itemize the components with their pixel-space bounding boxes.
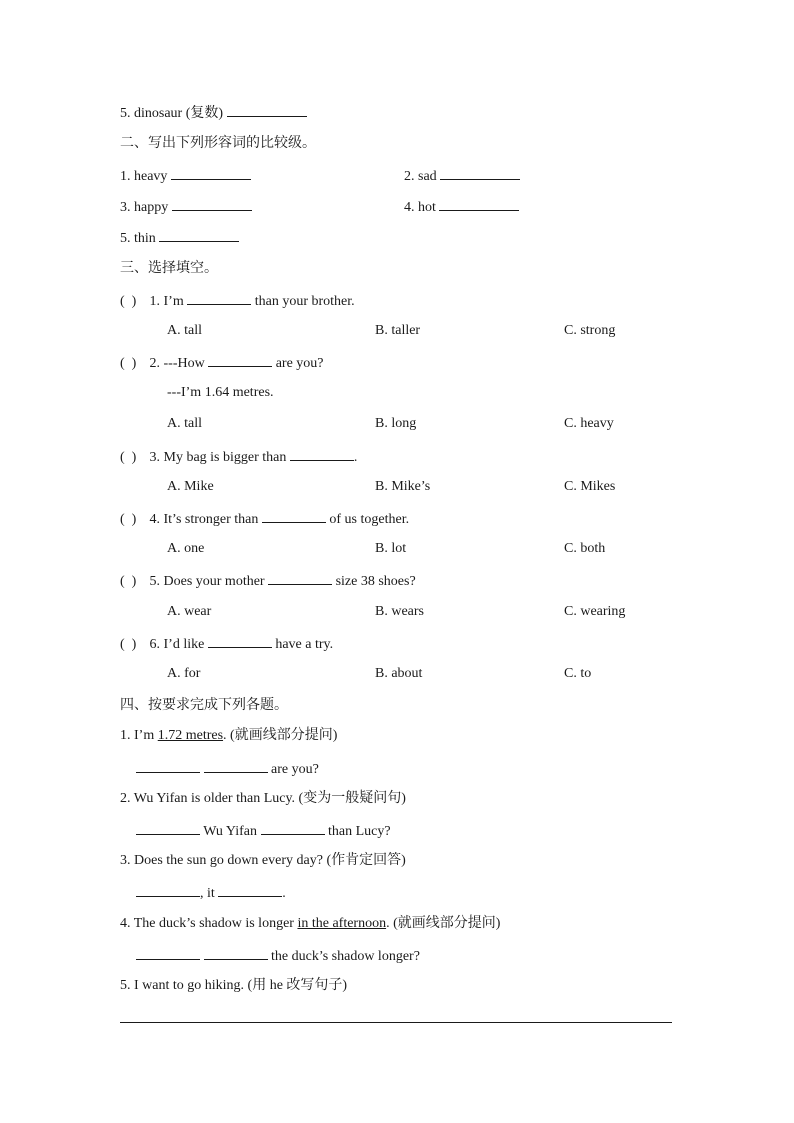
- answer-paren[interactable]: ( ): [120, 294, 137, 309]
- part2-item-4: [404, 197, 519, 217]
- question-text: . (就画线部分提问): [386, 916, 501, 931]
- choice-question-6: [120, 634, 333, 654]
- question-text: size 38 shoes?: [335, 574, 416, 589]
- question-text: 5. dinosaur (复数): [120, 106, 224, 121]
- answer-blank[interactable]: [208, 634, 272, 648]
- question-text: 2. ---How: [149, 356, 205, 371]
- question-text: 4. It’s stronger than: [149, 512, 259, 527]
- part2-item-2: [404, 166, 520, 186]
- rewrite-question-4: [120, 915, 500, 933]
- question-text: of us together.: [329, 512, 410, 527]
- option-a[interactable]: A. wear: [167, 604, 212, 619]
- question-text: .: [353, 450, 358, 465]
- part1-question-5: [120, 103, 307, 123]
- answer-blank[interactable]: [204, 946, 268, 960]
- question-text: 1. I’m: [149, 294, 184, 309]
- rewrite-answer-4: [136, 946, 420, 966]
- part2-item-1: [120, 166, 251, 186]
- part2-item-3: [120, 197, 252, 217]
- answer-blank[interactable]: [261, 821, 325, 835]
- answer-text: than Lucy?: [328, 824, 391, 839]
- rewrite-answer-2: [136, 821, 391, 841]
- question-text: than your brother.: [254, 294, 355, 309]
- answer-blank[interactable]: [204, 759, 268, 773]
- option-c[interactable]: C. to: [564, 666, 592, 681]
- choice-question-2: [120, 353, 324, 373]
- answer-paren[interactable]: ( ): [120, 450, 137, 465]
- answer-blank[interactable]: [171, 166, 251, 180]
- answer-blank[interactable]: [136, 821, 200, 835]
- answer-blank[interactable]: [136, 883, 200, 897]
- rewrite-question-2: 2. Wu Yifan is older than Lucy. (变为一般疑问句): [120, 791, 406, 806]
- choice-question-3: [120, 447, 357, 467]
- question-text: . (就画线部分提问): [223, 728, 338, 743]
- section-heading-3: 三、选择填空。: [120, 260, 218, 276]
- answer-paren[interactable]: ( ): [120, 637, 137, 652]
- item-text: 4. hot: [404, 200, 436, 215]
- option-a[interactable]: A. tall: [167, 323, 202, 338]
- answer-blank[interactable]: [268, 571, 332, 585]
- option-a[interactable]: A. tall: [167, 416, 202, 431]
- question-text: have a try.: [275, 637, 334, 652]
- part2-item-5: [120, 228, 239, 248]
- option-b[interactable]: B. about: [375, 666, 423, 681]
- answer-text: the duck’s shadow longer?: [271, 949, 420, 964]
- option-b[interactable]: B. wears: [375, 604, 424, 619]
- rewrite-question-5: 5. I want to go hiking. (用 he 改写句子): [120, 978, 348, 993]
- option-b[interactable]: B. long: [375, 416, 417, 431]
- option-c[interactable]: C. Mikes: [564, 479, 616, 494]
- answer-blank[interactable]: [227, 103, 307, 117]
- answer-blank[interactable]: [439, 197, 519, 211]
- question-text: are you?: [275, 356, 324, 371]
- item-text: 5. thin: [120, 231, 156, 246]
- underlined-text: in the afternoon: [297, 916, 387, 931]
- option-b[interactable]: B. lot: [375, 541, 407, 556]
- question-text: 1. I’m: [120, 728, 155, 743]
- option-a[interactable]: A. for: [167, 666, 201, 681]
- option-c[interactable]: C. both: [564, 541, 606, 556]
- question-text: 3. My bag is bigger than: [149, 450, 287, 465]
- rewrite-answer-1: [136, 759, 319, 779]
- answer-text: , it: [200, 886, 215, 901]
- choice-question-4: [120, 509, 409, 529]
- question-text: 6. I’d like: [149, 637, 205, 652]
- answer-blank[interactable]: [440, 166, 520, 180]
- answer-line[interactable]: [120, 1022, 672, 1023]
- rewrite-question-1: [120, 727, 337, 745]
- answer-blank[interactable]: [159, 228, 239, 242]
- choice-question-5: [120, 571, 416, 591]
- item-text: 1. heavy: [120, 169, 168, 184]
- answer-text: Wu Yifan: [203, 824, 257, 839]
- question-text: 4. The duck’s shadow is longer: [120, 916, 294, 931]
- item-text: 3. happy: [120, 200, 169, 215]
- option-c[interactable]: C. heavy: [564, 416, 614, 431]
- answer-blank[interactable]: [208, 353, 272, 367]
- option-c[interactable]: C. strong: [564, 323, 616, 338]
- underlined-text: 1.72 metres: [157, 728, 224, 743]
- option-b[interactable]: B. Mike’s: [375, 479, 431, 494]
- option-a[interactable]: A. one: [167, 541, 205, 556]
- question-text: 5. Does your mother: [149, 574, 265, 589]
- item-text: 2. sad: [404, 169, 437, 184]
- rewrite-question-3: 3. Does the sun go down every day? (作肯定回答): [120, 853, 406, 868]
- answer-blank[interactable]: [136, 759, 200, 773]
- answer-blank[interactable]: [136, 946, 200, 960]
- section-heading-2: 二、写出下列形容词的比较级。: [120, 135, 316, 151]
- option-c[interactable]: C. wearing: [564, 604, 626, 619]
- answer-paren[interactable]: ( ): [120, 356, 137, 371]
- rewrite-answer-3: [136, 883, 286, 903]
- option-a[interactable]: A. Mike: [167, 479, 214, 494]
- answer-paren[interactable]: ( ): [120, 512, 137, 527]
- section-heading-4: 四、按要求完成下列各题。: [120, 697, 288, 713]
- answer-text: are you?: [271, 762, 319, 777]
- answer-paren[interactable]: ( ): [120, 574, 137, 589]
- choice-question-1: [120, 291, 355, 311]
- answer-blank[interactable]: [172, 197, 252, 211]
- answer-blank[interactable]: [290, 447, 354, 461]
- answer-blank[interactable]: [187, 291, 251, 305]
- question-2-reply: ---I’m 1.64 metres.: [167, 385, 274, 400]
- answer-blank[interactable]: [262, 509, 326, 523]
- option-b[interactable]: B. taller: [375, 323, 421, 338]
- answer-blank[interactable]: [218, 883, 282, 897]
- answer-text: .: [282, 886, 286, 901]
